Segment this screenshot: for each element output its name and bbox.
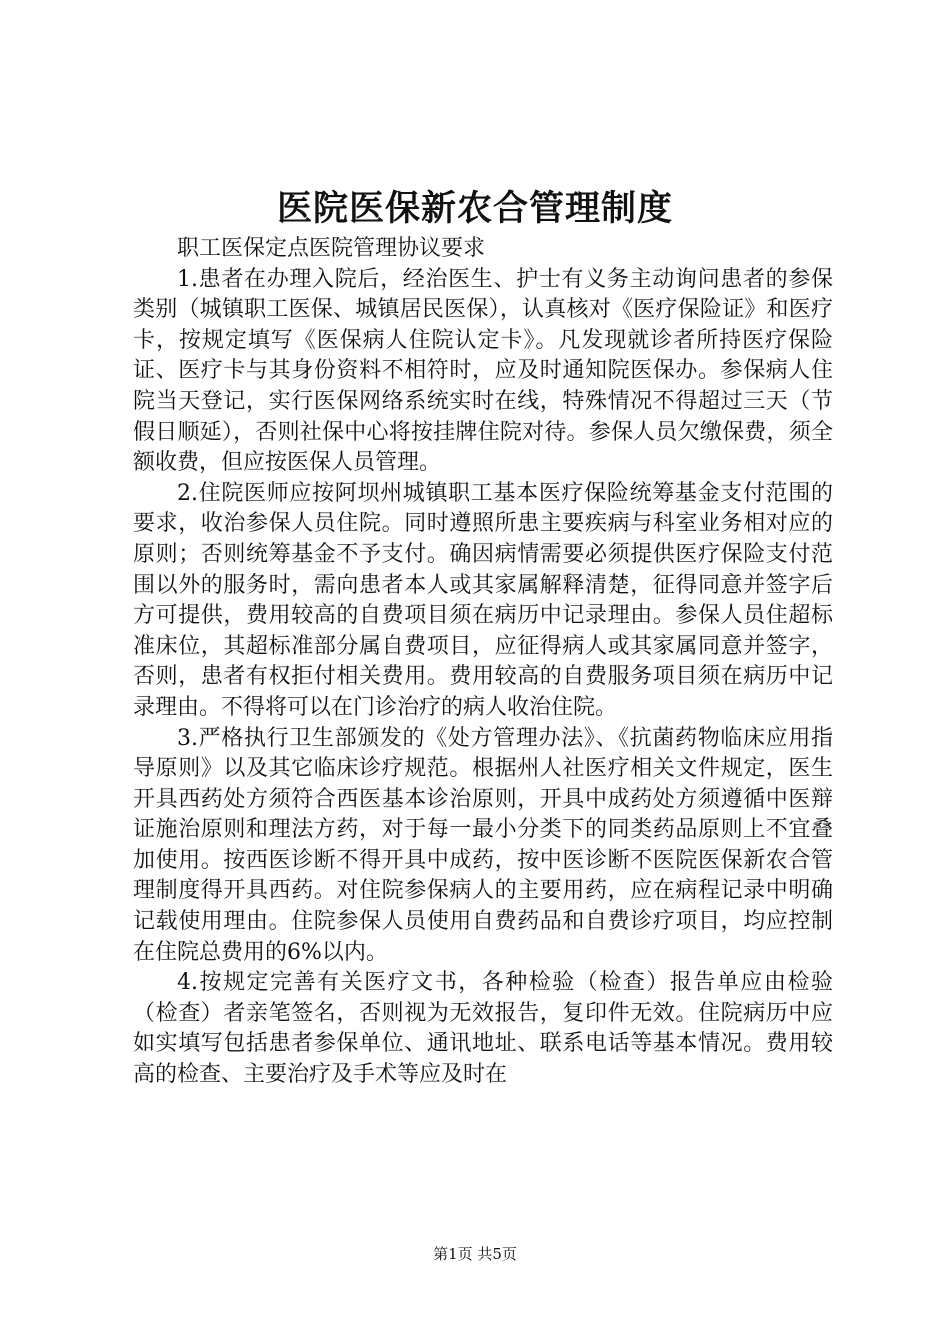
document-title: 医院医保新农合管理制度 <box>276 188 673 229</box>
paragraph-3: 3.严格执行卫生部颁发的《处方管理办法》、《抗菌药物临床应用指导原则》以及其它临床诊疗规范。根据州人社医疗相关文件规定，医生开具西药处方须符合西医基本诊治原则，开具中成药处方须遵循中医辩证施治原则和理法方药，对于每一最小分类下的同类药品原则上不宜叠加使用。按西医诊断不得开具中成药，按中医诊断不医院医保新农合管理制度得开具西药。对住院参保病人的主要用药，应在病程记录中明确记载使用理由。住院参保人员使用自费药品和自费诊疗项目，均应控制在住院总费用的6%以内。 <box>133 725 833 965</box>
paragraph-2: 2.住院医师应按阿坝州城镇职工基本医疗保险统筹基金支付范围的要求，收治参保人员住院。同时遵照所患主要疾病与科室业务相对应的原则；否则统筹基金不予支付。确因病情需要必须提供医疗保险支付范围以外的服务时，需向患者本人或其家属解释清楚，征得同意并签字后方可提供，费用较高的自费项目须在病历中记录理由。参保人员住超标准床位，其超标准部分属自费项目，应征得病人或其家属同意并签字，否则，患者有权拒付相关费用。费用较高的自费服务项目须在病历中记录理由。不得将可以在门诊治疗的病人收治住院。 <box>133 480 833 720</box>
document-body <box>133 234 833 1091</box>
document-subtitle: 职工医保定点医院管理协议要求 <box>177 236 486 261</box>
paragraph-1: 1.患者在办理入院后，经治医生、护士有义务主动询问患者的参保类别（城镇职工医保、城镇居民医保），认真核对《医疗保险证》和医疗卡，按规定填写《医保病人住院认定卡》。凡发现就诊者所持医疗保险证、医疗卡与其身份资料不相符时，应及时通知院医保办。参保病人住院当天登记，实行医保网络系统实时在线，特殊情况不得超过三天（节假日顺延），否则社保中心将按挂牌住院对待。参保人员欠缴保费，须全额收费，但应按医保人员管理。 <box>133 266 833 476</box>
page-footer: 第1页 共5页 <box>433 1245 517 1263</box>
paragraph-4: 4.按规定完善有关医疗文书，各种检验（检查）报告单应由检验（检查）者亲笔签名，否则视为无效报告，复印件无效。住院病历中应如实填写包括患者参保单位、通讯地址、联系电话等基本情况。费用较高的检查、主要治疗及手术等应及时在 <box>133 970 833 1088</box>
